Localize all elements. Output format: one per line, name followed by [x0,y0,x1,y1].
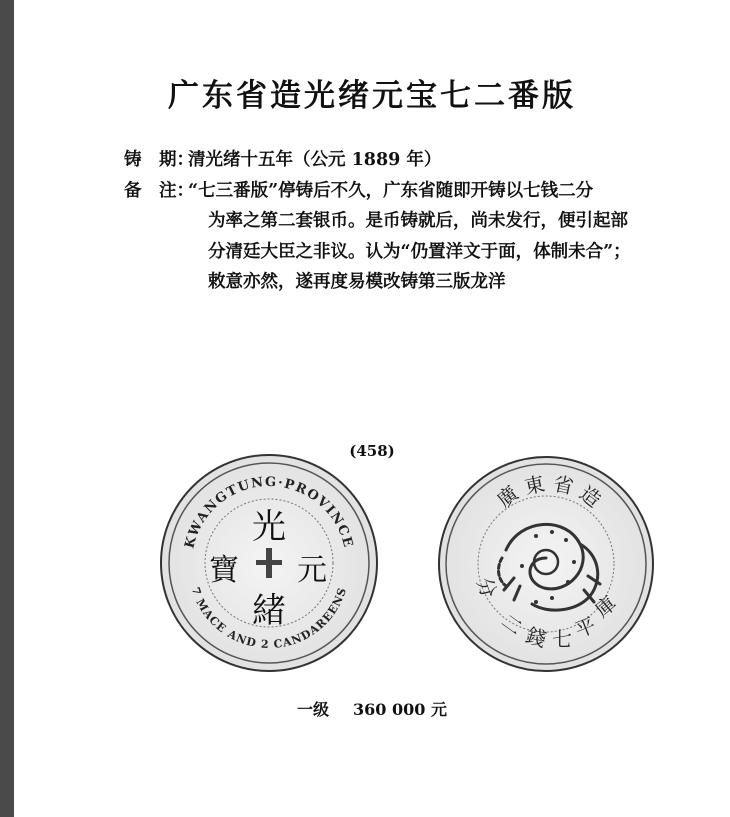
reverse-rim-char-7: 七 [552,627,572,651]
reverse-rim-char-2: 東 [522,471,547,499]
page-title: 广东省造光绪元宝七二番版 [168,78,576,114]
obverse-char-left: 寶 [209,553,239,588]
reverse-rim-char-3: 省 [551,471,576,499]
casting-period-value: 清光绪十五年（公元 1889 年） [188,150,442,170]
casting-period-label: 铸 期： [124,150,194,170]
obverse-char-top: 光 [252,507,286,547]
coin-obverse-image [160,454,378,672]
reverse-rim-char-1: 廣 [492,481,523,513]
reverse-rim-char-5: 庫 [590,591,621,623]
reverse-rim-char-4: 造 [575,480,606,513]
obverse-rim-top-text: KWANGTUNG·PROVINCE [182,474,356,551]
coin-reverse-svg [440,458,652,670]
notes-line-2: 为率之第二套银币。是币铸就后，尚未发行，便引起部 [208,211,628,231]
coin-obverse-svg [162,456,376,670]
dragon-scales [520,530,576,604]
coin-reverse-image [438,456,654,672]
reverse-rim-char-6: 平 [571,612,600,643]
reverse-rim-char-9: 二 [496,608,528,640]
notes-label: 备 注： [124,181,194,201]
notes-row [124,177,593,202]
obverse-char-bottom: 緒 [252,591,286,631]
plate-number: (458) [349,442,395,460]
grade-label: 一级 [297,700,330,719]
notes-line-4: 敕意亦然，遂再度易模改铸第三版龙洋 [208,272,506,292]
reverse-rim-char-8: 錢 [522,622,550,652]
obverse-center-ornament [256,548,282,578]
book-page [14,0,730,817]
price-value: 360 000 元 [353,700,447,719]
notes-line-3: 分清廷大臣之非议。认为“仍置洋文于面，体制未合”； [208,242,631,262]
obverse-rim-bottom-text: 7 MACE AND 2 CANDAREENS [188,585,350,652]
price-caption [14,697,730,720]
casting-period-row [124,146,441,171]
reverse-rim-char-10: 分 [471,574,502,602]
dragon-motif [499,524,600,610]
obverse-char-right: 元 [297,553,327,588]
notes-line-1: “七三番版”停铸后不久，广东省随即开铸以七钱二分 [188,181,594,201]
